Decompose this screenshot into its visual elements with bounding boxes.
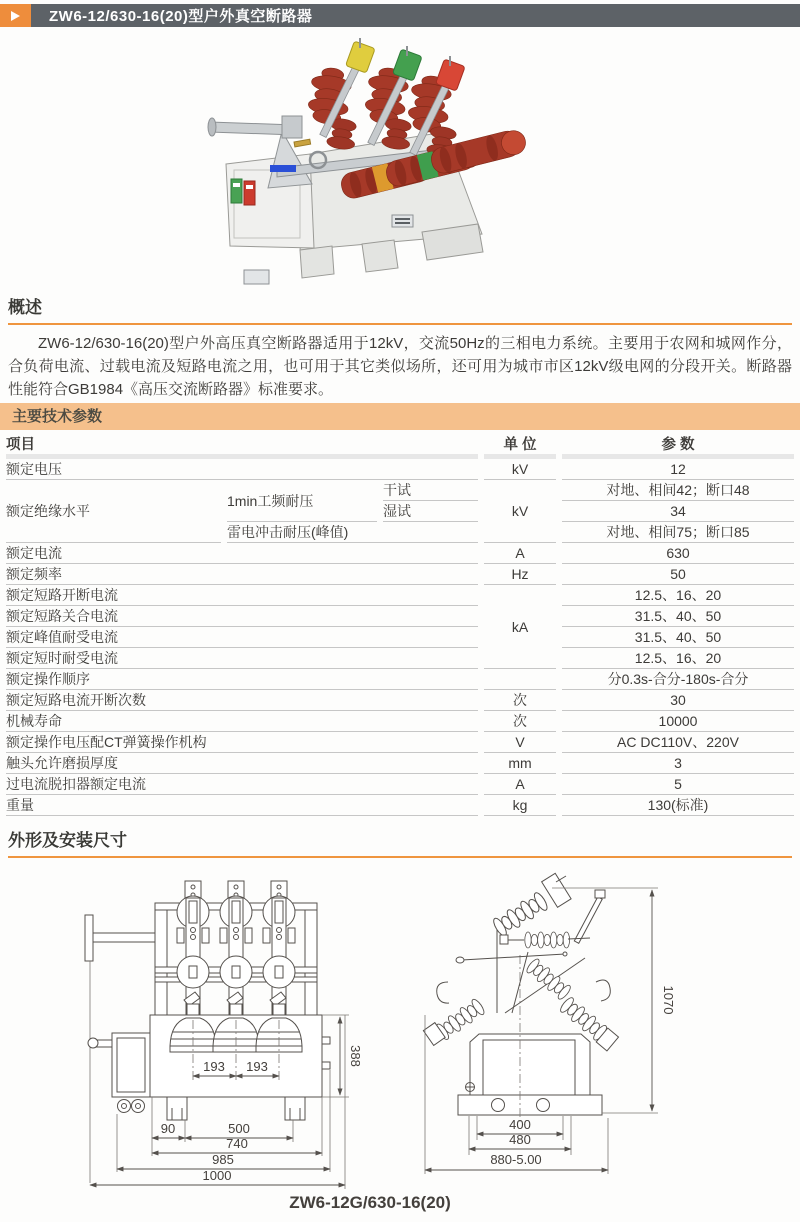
param-unit: A bbox=[484, 774, 556, 795]
param-unit: mm bbox=[484, 753, 556, 774]
overview-section bbox=[8, 293, 792, 416]
table-row bbox=[6, 585, 794, 606]
page-title-bar bbox=[0, 4, 800, 27]
table-row bbox=[6, 564, 794, 585]
param-unit: kg bbox=[484, 795, 556, 816]
table-row bbox=[6, 459, 794, 480]
param-subitem: 干试 bbox=[383, 480, 478, 501]
param-unit: 次 bbox=[484, 690, 556, 711]
param-value: 34 bbox=[562, 501, 794, 522]
param-value: AC DC110V、220V bbox=[562, 732, 794, 753]
param-item: 过电流脱扣器额定电流 bbox=[6, 774, 478, 795]
table-row bbox=[6, 795, 794, 816]
column-header-unit: 单 位 bbox=[484, 433, 556, 459]
drawing-caption: ZW6-12G/630-16(20) bbox=[289, 1193, 451, 1212]
front-view-drawing bbox=[85, 881, 363, 1189]
manual-operating-arm bbox=[210, 122, 292, 135]
param-item: 机械寿命 bbox=[6, 711, 478, 732]
dimensions-section bbox=[8, 826, 792, 858]
param-value: 31.5、40、50 bbox=[562, 606, 794, 627]
param-unit: V bbox=[484, 732, 556, 753]
param-unit: Hz bbox=[484, 564, 556, 585]
dim-label: 193 bbox=[246, 1059, 268, 1074]
dim-label: 193 bbox=[203, 1059, 225, 1074]
table-row bbox=[6, 648, 794, 669]
table-row bbox=[6, 669, 794, 690]
param-item: 额定短路关合电流 bbox=[6, 606, 478, 627]
table-row bbox=[6, 606, 794, 627]
param-value: 5 bbox=[562, 774, 794, 795]
table-row bbox=[6, 711, 794, 732]
params-heading-band: 主要技术参数 bbox=[0, 403, 800, 430]
param-item: 额定电流 bbox=[6, 543, 478, 564]
param-value: 31.5、40、50 bbox=[562, 627, 794, 648]
title-flag bbox=[0, 4, 31, 27]
param-item: 额定操作顺序 bbox=[6, 669, 478, 690]
param-subitem: 雷电冲击耐压(峰值) bbox=[227, 522, 478, 543]
table-row bbox=[6, 732, 794, 753]
dim-label: 1070 bbox=[661, 985, 676, 1015]
param-subitem: 湿试 bbox=[383, 501, 478, 522]
dim-label: 985 bbox=[212, 1152, 234, 1167]
dim-label: 740 bbox=[226, 1136, 248, 1151]
dim-label: 1000 bbox=[202, 1168, 232, 1183]
dim-label: 500 bbox=[228, 1121, 250, 1136]
table-row bbox=[6, 480, 794, 501]
dim-label: 480 bbox=[509, 1132, 531, 1147]
dim-label: 388 bbox=[348, 1045, 363, 1067]
warning-sign-red bbox=[244, 181, 255, 205]
page-title: ZW6-12/630-16(20)型户外真空断路器 bbox=[49, 8, 313, 25]
table-header-row bbox=[6, 433, 794, 459]
product-photo bbox=[182, 36, 542, 286]
parameters-table bbox=[0, 433, 800, 816]
table-row bbox=[6, 774, 794, 795]
table-row bbox=[6, 543, 794, 564]
dimension-drawings bbox=[0, 870, 800, 1200]
play-triangle-icon bbox=[11, 11, 20, 21]
param-item: 额定短路开断电流 bbox=[6, 585, 478, 606]
param-unit: 次 bbox=[484, 711, 556, 732]
table-row bbox=[6, 753, 794, 774]
param-unit: kV bbox=[484, 459, 556, 480]
param-value: 分0.3s-合分-180s-合分 bbox=[562, 669, 794, 690]
table-row bbox=[6, 627, 794, 648]
param-value: 630 bbox=[562, 543, 794, 564]
param-value: 对地、相间75；断口85 bbox=[562, 522, 794, 543]
param-subitem: 1min工频耐压 bbox=[227, 480, 377, 522]
param-item: 额定频率 bbox=[6, 564, 478, 585]
param-item: 额定短时耐受电流 bbox=[6, 648, 478, 669]
overview-heading: 概述 bbox=[8, 293, 792, 325]
param-item: 重量 bbox=[6, 795, 478, 816]
param-item: 额定绝缘水平 bbox=[6, 480, 221, 543]
param-unit bbox=[484, 669, 556, 690]
overview-paragraph: ZW6-12/630-16(20)型户外高压真空断路器适用于12kV，交流50Hz的三相电力系统。主要用于农网和城网作分，合负荷电流、过载电流及短路电流之用，也可用于其它类似场所，还可用为城市市区12kV级电网的分段开关。断路器性能符合GB1984《高压交流断路器》标准要求。 bbox=[8, 335, 792, 398]
param-unit: A bbox=[484, 543, 556, 564]
param-item: 额定操作电压配CT弹簧操作机构 bbox=[6, 732, 478, 753]
column-header-item: 项目 bbox=[6, 433, 478, 459]
param-value: 50 bbox=[562, 564, 794, 585]
column-header-value: 参 数 bbox=[562, 433, 794, 459]
param-value: 30 bbox=[562, 690, 794, 711]
param-value: 12.5、16、20 bbox=[562, 648, 794, 669]
dim-label: 400 bbox=[509, 1117, 531, 1132]
param-value: 3 bbox=[562, 753, 794, 774]
side-view-drawing bbox=[423, 873, 676, 1174]
dim-label: 880-5.00 bbox=[490, 1152, 542, 1167]
param-item: 额定短路电流开断次数 bbox=[6, 690, 478, 711]
param-value: 10000 bbox=[562, 711, 794, 732]
param-item: 触头允许磨损厚度 bbox=[6, 753, 478, 774]
param-unit: kA bbox=[484, 585, 556, 669]
brand-logo bbox=[270, 165, 296, 172]
dimensions-heading: 外形及安装尺寸 bbox=[8, 826, 792, 858]
warning-sign-green bbox=[231, 179, 242, 203]
param-value: 12 bbox=[562, 459, 794, 480]
param-item: 额定峰值耐受电流 bbox=[6, 627, 478, 648]
param-value: 130(标准) bbox=[562, 795, 794, 816]
nameplate bbox=[392, 215, 413, 227]
dim-label: 90 bbox=[160, 1121, 176, 1136]
param-value: 对地、相间42；断口48 bbox=[562, 480, 794, 501]
table-row bbox=[6, 690, 794, 711]
param-value: 12.5、16、20 bbox=[562, 585, 794, 606]
param-item: 额定电压 bbox=[6, 459, 478, 480]
param-unit: kV bbox=[484, 480, 556, 543]
